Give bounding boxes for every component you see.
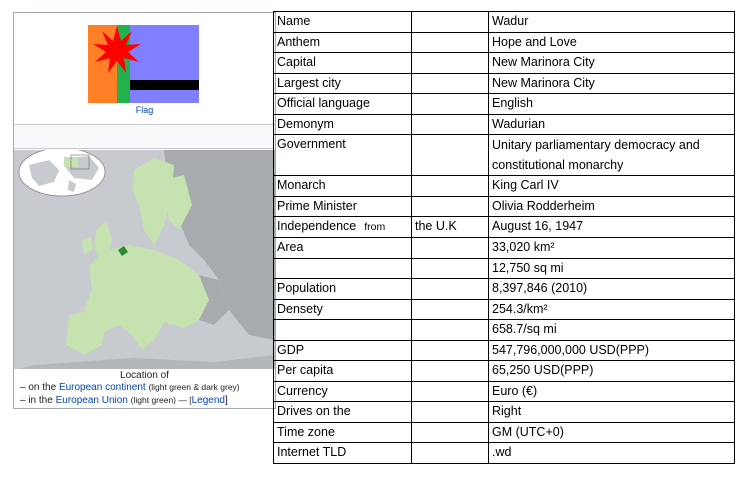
row-label: Anthem bbox=[274, 32, 412, 53]
row-label: Area bbox=[274, 238, 412, 259]
row-value: August 16, 1947 bbox=[489, 217, 735, 238]
table-row bbox=[274, 176, 735, 197]
table-row bbox=[274, 53, 735, 74]
table-row bbox=[274, 279, 735, 300]
row-mid bbox=[412, 114, 489, 135]
european-union-link[interactable]: European Union bbox=[55, 395, 128, 406]
row-label-independence bbox=[274, 217, 412, 238]
row-label: Time zone bbox=[274, 422, 412, 443]
table-row bbox=[274, 258, 735, 279]
table-row bbox=[274, 32, 735, 53]
europe-map-graphic bbox=[14, 150, 275, 370]
row-value: Wadurian bbox=[489, 114, 735, 135]
row-mid bbox=[412, 12, 489, 33]
row-value: Unitary parliamentary democracy and constitutional monarchy bbox=[489, 135, 735, 176]
row-mid bbox=[412, 258, 489, 279]
row-label: Demonym bbox=[274, 114, 412, 135]
row-value: Hope and Love bbox=[489, 32, 735, 53]
table-row bbox=[274, 320, 735, 341]
legend-link[interactable]: Legend bbox=[191, 395, 225, 406]
map-caption-line-eu bbox=[20, 395, 228, 406]
row-mid bbox=[412, 422, 489, 443]
row-label: Internet TLD bbox=[274, 443, 412, 464]
row-value: Right bbox=[489, 402, 735, 423]
row-value: King Carl IV bbox=[489, 176, 735, 197]
row-mid bbox=[412, 320, 489, 341]
table-row bbox=[274, 217, 735, 238]
row-mid bbox=[412, 73, 489, 94]
location-map[interactable] bbox=[14, 150, 275, 370]
row-mid: the U.K bbox=[412, 217, 489, 238]
row-value: 658.7/sq mi bbox=[489, 320, 735, 341]
table-row bbox=[274, 361, 735, 382]
caption-text: (light green) — [ bbox=[130, 395, 192, 405]
row-value: 12,750 sq mi bbox=[489, 258, 735, 279]
row-mid bbox=[412, 135, 489, 176]
flag-cell bbox=[14, 13, 275, 124]
row-value: New Marinora City bbox=[489, 73, 735, 94]
row-label: Monarch bbox=[274, 176, 412, 197]
table-row bbox=[274, 402, 735, 423]
row-value: New Marinora City bbox=[489, 53, 735, 74]
caption-text: (light green & dark grey) bbox=[148, 382, 240, 392]
row-label: Largest city bbox=[274, 73, 412, 94]
row-mid bbox=[412, 402, 489, 423]
row-mid bbox=[412, 443, 489, 464]
row-mid bbox=[412, 196, 489, 217]
row-label: Official language bbox=[274, 94, 412, 115]
row-mid bbox=[412, 32, 489, 53]
row-mid bbox=[412, 238, 489, 259]
table-row bbox=[274, 238, 735, 259]
flag-caption[interactable]: Flag bbox=[135, 105, 154, 115]
row-value: .wd bbox=[489, 443, 735, 464]
row-label: Population bbox=[274, 279, 412, 300]
row-label: Prime Minister bbox=[274, 196, 412, 217]
infobox-separator bbox=[14, 124, 275, 149]
table-row bbox=[274, 73, 735, 94]
row-mid bbox=[412, 94, 489, 115]
row-mid bbox=[412, 340, 489, 361]
table-row bbox=[274, 443, 735, 464]
row-value: 65,250 USD(PPP) bbox=[489, 361, 735, 382]
row-mid bbox=[412, 279, 489, 300]
map-caption-title: Location of bbox=[120, 370, 169, 381]
table-row bbox=[274, 94, 735, 115]
row-mid bbox=[412, 53, 489, 74]
flag-graphic bbox=[88, 25, 199, 103]
caption-text: ] bbox=[224, 395, 228, 406]
row-label: Name bbox=[274, 12, 412, 33]
european-continent-link[interactable]: European continent bbox=[58, 382, 146, 393]
table-row bbox=[274, 299, 735, 320]
map-caption-line-continent bbox=[20, 382, 240, 393]
table-row bbox=[274, 340, 735, 361]
infobox-panel bbox=[13, 12, 276, 409]
row-label: Per capita bbox=[274, 361, 412, 382]
row-label bbox=[274, 258, 412, 279]
table-row bbox=[274, 114, 735, 135]
row-label bbox=[274, 320, 412, 341]
table-row bbox=[274, 196, 735, 217]
table-row bbox=[274, 135, 735, 176]
caption-text: – in the bbox=[20, 395, 53, 406]
row-label: Government bbox=[274, 135, 412, 176]
row-label: Capital bbox=[274, 53, 412, 74]
row-value: Euro (€) bbox=[489, 381, 735, 402]
row-value: Wadur bbox=[489, 12, 735, 33]
row-mid bbox=[412, 381, 489, 402]
row-label: GDP bbox=[274, 340, 412, 361]
globe-inset bbox=[19, 150, 105, 196]
caption-text: – on the bbox=[20, 382, 57, 393]
row-value: 254.3/km² bbox=[489, 299, 735, 320]
row-mid bbox=[412, 176, 489, 197]
row-value: English bbox=[489, 94, 735, 115]
flag-image[interactable] bbox=[88, 25, 199, 103]
row-label: Drives on the bbox=[274, 402, 412, 423]
row-value: 547,796,000,000 USD(PPP) bbox=[489, 340, 735, 361]
row-value: 33,020 km² bbox=[489, 238, 735, 259]
row-label-suffix: from bbox=[364, 221, 386, 233]
table-row bbox=[274, 422, 735, 443]
country-info-table bbox=[273, 11, 735, 464]
row-value: Olivia Rodderheim bbox=[489, 196, 735, 217]
row-label: Densety bbox=[274, 299, 412, 320]
row-label: Independence bbox=[277, 219, 357, 233]
row-value: GM (UTC+0) bbox=[489, 422, 735, 443]
row-value: 8,397,846 (2010) bbox=[489, 279, 735, 300]
table-row bbox=[274, 12, 735, 33]
map-caption bbox=[14, 369, 275, 408]
row-mid bbox=[412, 361, 489, 382]
row-label: Currency bbox=[274, 381, 412, 402]
flag-black-band bbox=[130, 80, 199, 90]
row-mid bbox=[412, 299, 489, 320]
table-row bbox=[274, 381, 735, 402]
